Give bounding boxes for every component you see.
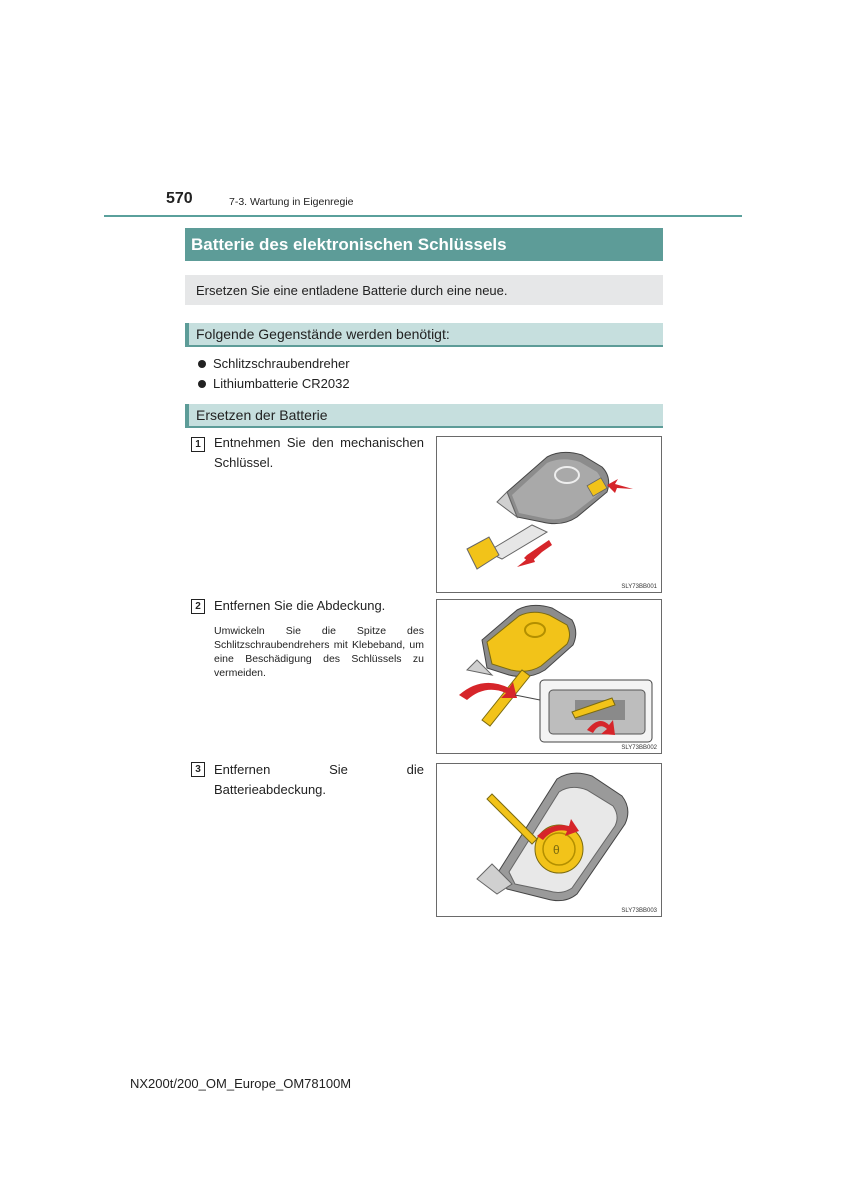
bullet-icon: [198, 380, 206, 388]
section-title: Batterie des elektronischen Schlüssels: [185, 228, 663, 261]
chapter-title: 7-3. Wartung in Eigenregie: [229, 196, 354, 208]
step-3-figure: [436, 763, 662, 917]
step-1-figure: [436, 436, 662, 593]
document-code: NX200t/200_OM_Europe_OM78100M: [130, 1076, 352, 1091]
list-item: [198, 376, 350, 391]
required-items-heading: Folgende Gegenstände werden benötigt:: [185, 323, 663, 347]
figure-code: SLY73BB003: [621, 908, 657, 914]
step-note: Umwickeln Sie die Spitze des Schlitzschraubendrehers mit Klebeband, um eine Beschädigung des Schlüssels zu vermeiden.: [214, 625, 424, 679]
cover-remove-illustration: [437, 600, 662, 754]
step-2-figure: [436, 599, 662, 754]
header-rule: [104, 215, 742, 217]
bullet-icon: [198, 360, 206, 368]
step-text: Entfernen Sie die Abdeckung.: [214, 598, 386, 613]
key-remove-illustration: [437, 437, 662, 593]
replacement-heading: Ersetzen der Batterie: [185, 404, 663, 428]
battery-cover-remove-illustration: [437, 764, 662, 917]
page-number: 570: [166, 190, 193, 207]
step-number: 2: [191, 599, 205, 614]
step-text: Entnehmen Sie den mechanischen Schlüssel.: [214, 435, 424, 470]
figure-code: SLY73BB001: [621, 584, 657, 590]
figure-code: SLY73BB002: [621, 745, 657, 751]
section-intro: Ersetzen Sie eine entladene Batterie durch eine neue.: [185, 275, 663, 305]
step-number: 3: [191, 762, 205, 777]
list-item-label: Lithiumbatterie CR2032: [213, 376, 350, 391]
svg-text:θ: θ: [553, 843, 560, 857]
list-item: [198, 356, 350, 371]
list-item-label: Schlitzschraubendreher: [213, 356, 350, 371]
step-number: 1: [191, 437, 205, 452]
step-text: Entfernen Sie die Batterieabdeckung.: [214, 762, 424, 797]
